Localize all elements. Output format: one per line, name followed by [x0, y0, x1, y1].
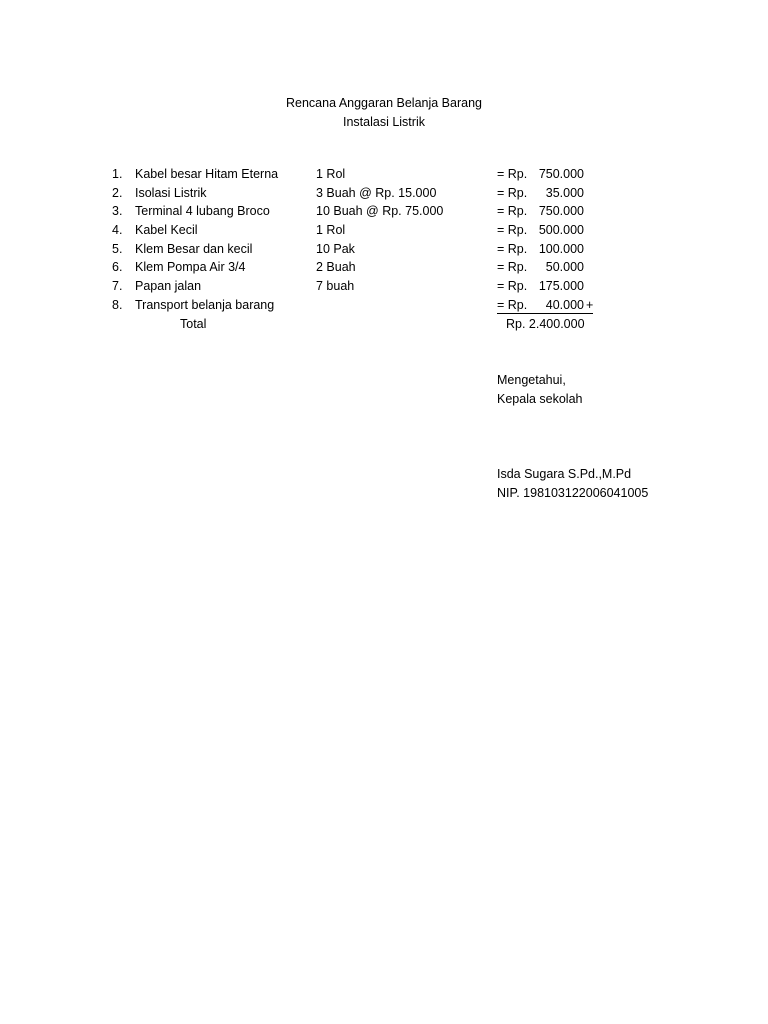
- item-quantity: 7 buah: [316, 279, 355, 294]
- item-currency: = Rp.: [497, 279, 528, 294]
- item-currency: = Rp.: [497, 204, 528, 219]
- item-amount: 750.000: [538, 204, 584, 219]
- item-currency: = Rp.: [497, 223, 528, 238]
- item-quantity: 10 Buah @ Rp. 75.000: [316, 204, 444, 219]
- item-quantity: 10 Pak: [316, 241, 355, 256]
- list-item: [0, 184, 768, 203]
- item-number: 6.: [112, 260, 123, 275]
- item-number: 1.: [112, 167, 123, 181]
- item-number: 4.: [112, 223, 123, 238]
- list-item: [0, 202, 768, 221]
- item-currency: = Rp.: [497, 167, 528, 181]
- item-currency: = Rp.: [497, 260, 528, 275]
- item-quantity: 1 Rol: [316, 223, 346, 238]
- approval-block: [497, 371, 582, 409]
- sum-plus-sign: +: [586, 297, 594, 312]
- list-item: [0, 296, 768, 315]
- item-amount: 500.000: [538, 223, 584, 238]
- item-amount: 175.000: [538, 279, 584, 294]
- document-header: [0, 94, 768, 131]
- item-number: 3.: [112, 204, 123, 219]
- total-amount: Rp. 2.400.000: [506, 316, 585, 331]
- item-currency: = Rp.: [497, 297, 528, 312]
- item-number: 8.: [112, 297, 123, 312]
- item-number: 5.: [112, 241, 123, 256]
- total-label: Total: [180, 316, 207, 331]
- item-currency: = Rp.: [497, 241, 528, 256]
- document-title: Rencana Anggaran Belanja Barang: [286, 96, 482, 110]
- sum-divider-line: [497, 313, 593, 314]
- signer-name: Isda Sugara S.Pd.,M.Pd: [497, 467, 632, 481]
- item-number: 7.: [112, 279, 123, 294]
- item-name: Papan jalan: [135, 279, 202, 294]
- item-currency: = Rp.: [497, 185, 528, 200]
- document-subtitle: Instalasi Listrik: [343, 114, 425, 129]
- signer-block: [497, 465, 648, 503]
- item-name: Isolasi Listrik: [135, 185, 207, 200]
- item-name: Terminal 4 lubang Broco: [135, 204, 270, 219]
- list-item: [0, 221, 768, 240]
- list-item: [0, 240, 768, 259]
- item-name: Transport belanja barang: [135, 297, 275, 312]
- signer-position: Kepala sekolah: [497, 392, 583, 406]
- signer-nip: NIP. 198103122006041005: [497, 486, 649, 500]
- list-item: [0, 165, 768, 184]
- item-quantity: 3 Buah @ Rp. 15.000: [316, 185, 437, 200]
- item-amount: 750.000: [538, 167, 584, 181]
- item-name: Kabel Kecil: [135, 223, 198, 238]
- item-quantity: 2 Buah: [316, 260, 356, 275]
- acknowledge-text: Mengetahui,: [497, 373, 566, 387]
- item-amount: 35.000: [545, 185, 584, 200]
- budget-item-list: [0, 165, 768, 333]
- item-quantity: 1 Rol: [316, 167, 346, 181]
- item-amount: 100.000: [538, 241, 584, 256]
- list-item: [0, 277, 768, 296]
- item-name: Klem Pompa Air 3/4: [135, 260, 246, 275]
- item-amount: 50.000: [545, 260, 584, 275]
- total-row: [0, 315, 768, 334]
- item-name: Klem Besar dan kecil: [135, 241, 253, 256]
- item-name: Kabel besar Hitam Eterna: [135, 167, 279, 181]
- list-item: [0, 258, 768, 277]
- item-amount: 40.000: [545, 297, 584, 312]
- item-number: 2.: [112, 185, 123, 200]
